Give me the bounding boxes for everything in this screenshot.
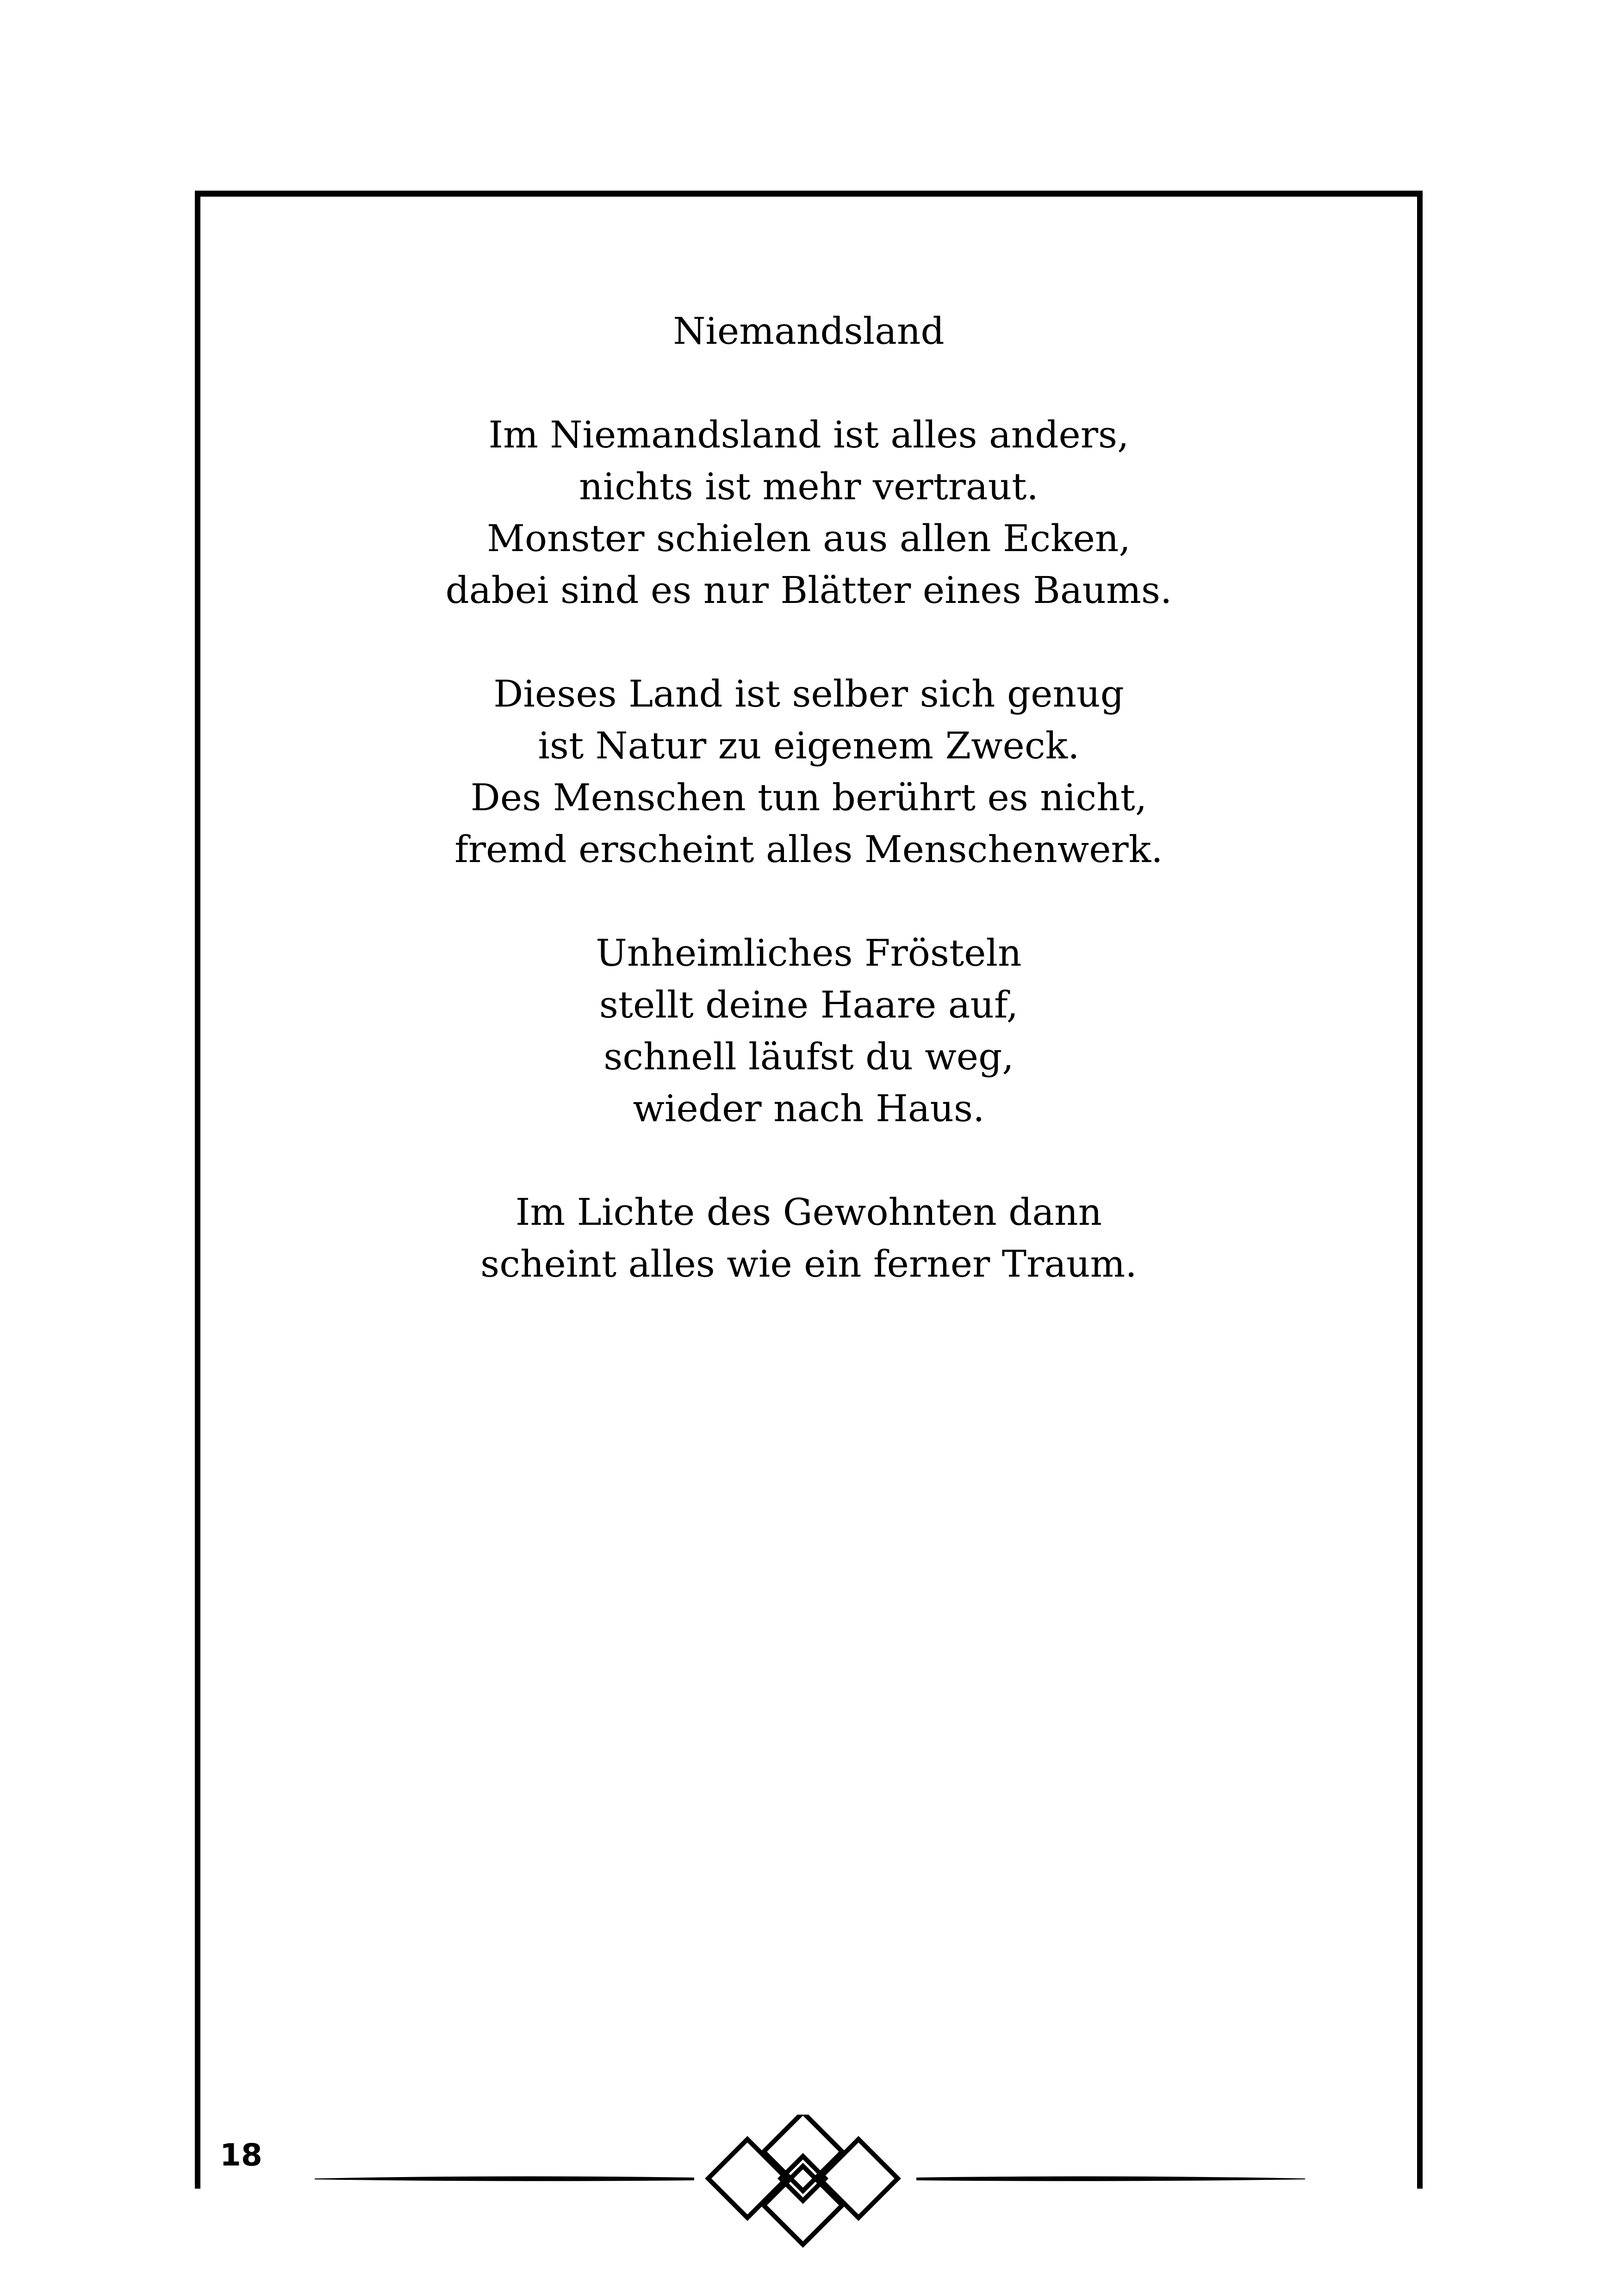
page-frame-left xyxy=(195,191,200,2189)
poem-line: nichts ist mehr vertraut. xyxy=(579,465,1039,508)
poem-line: wieder nach Haus. xyxy=(633,1087,985,1130)
poem-line: scheint alles wie ein ferner Traum. xyxy=(480,1242,1137,1285)
poem-line: fremd erscheint alles Menschenwerk. xyxy=(454,828,1163,871)
stanza-3 xyxy=(200,927,1417,1135)
poem-line: Unheimliches Frösteln xyxy=(596,931,1022,974)
poem-line: Im Lichte des Gewohnten dann xyxy=(515,1191,1102,1234)
interlaced-diamonds-ornament-icon xyxy=(315,2115,1305,2253)
poem-line: Im Niemandsland ist alles anders, xyxy=(488,413,1129,456)
poem-line: Dieses Land ist selber sich genug xyxy=(493,672,1124,715)
page-frame-right xyxy=(1417,191,1423,2189)
poem-line: dabei sind es nur Blätter eines Baums. xyxy=(445,569,1172,612)
poem-line: Monster schielen aus allen Ecken, xyxy=(487,517,1131,560)
poem-line: ist Natur zu eigenem Zweck. xyxy=(538,724,1080,767)
stanza-1 xyxy=(200,409,1417,616)
page-number: 18 xyxy=(220,2137,262,2173)
poem-line: Des Menschen tun berührt es nicht, xyxy=(470,776,1147,819)
poem xyxy=(200,305,1417,1342)
stanza-4 xyxy=(200,1186,1417,1290)
stanza-2 xyxy=(200,668,1417,875)
page-frame-top xyxy=(195,191,1423,197)
poem-line: stellt deine Haare auf, xyxy=(599,983,1019,1026)
poem-title: Niemandsland xyxy=(673,310,945,353)
poem-line: schnell läufst du weg, xyxy=(603,1035,1014,1078)
